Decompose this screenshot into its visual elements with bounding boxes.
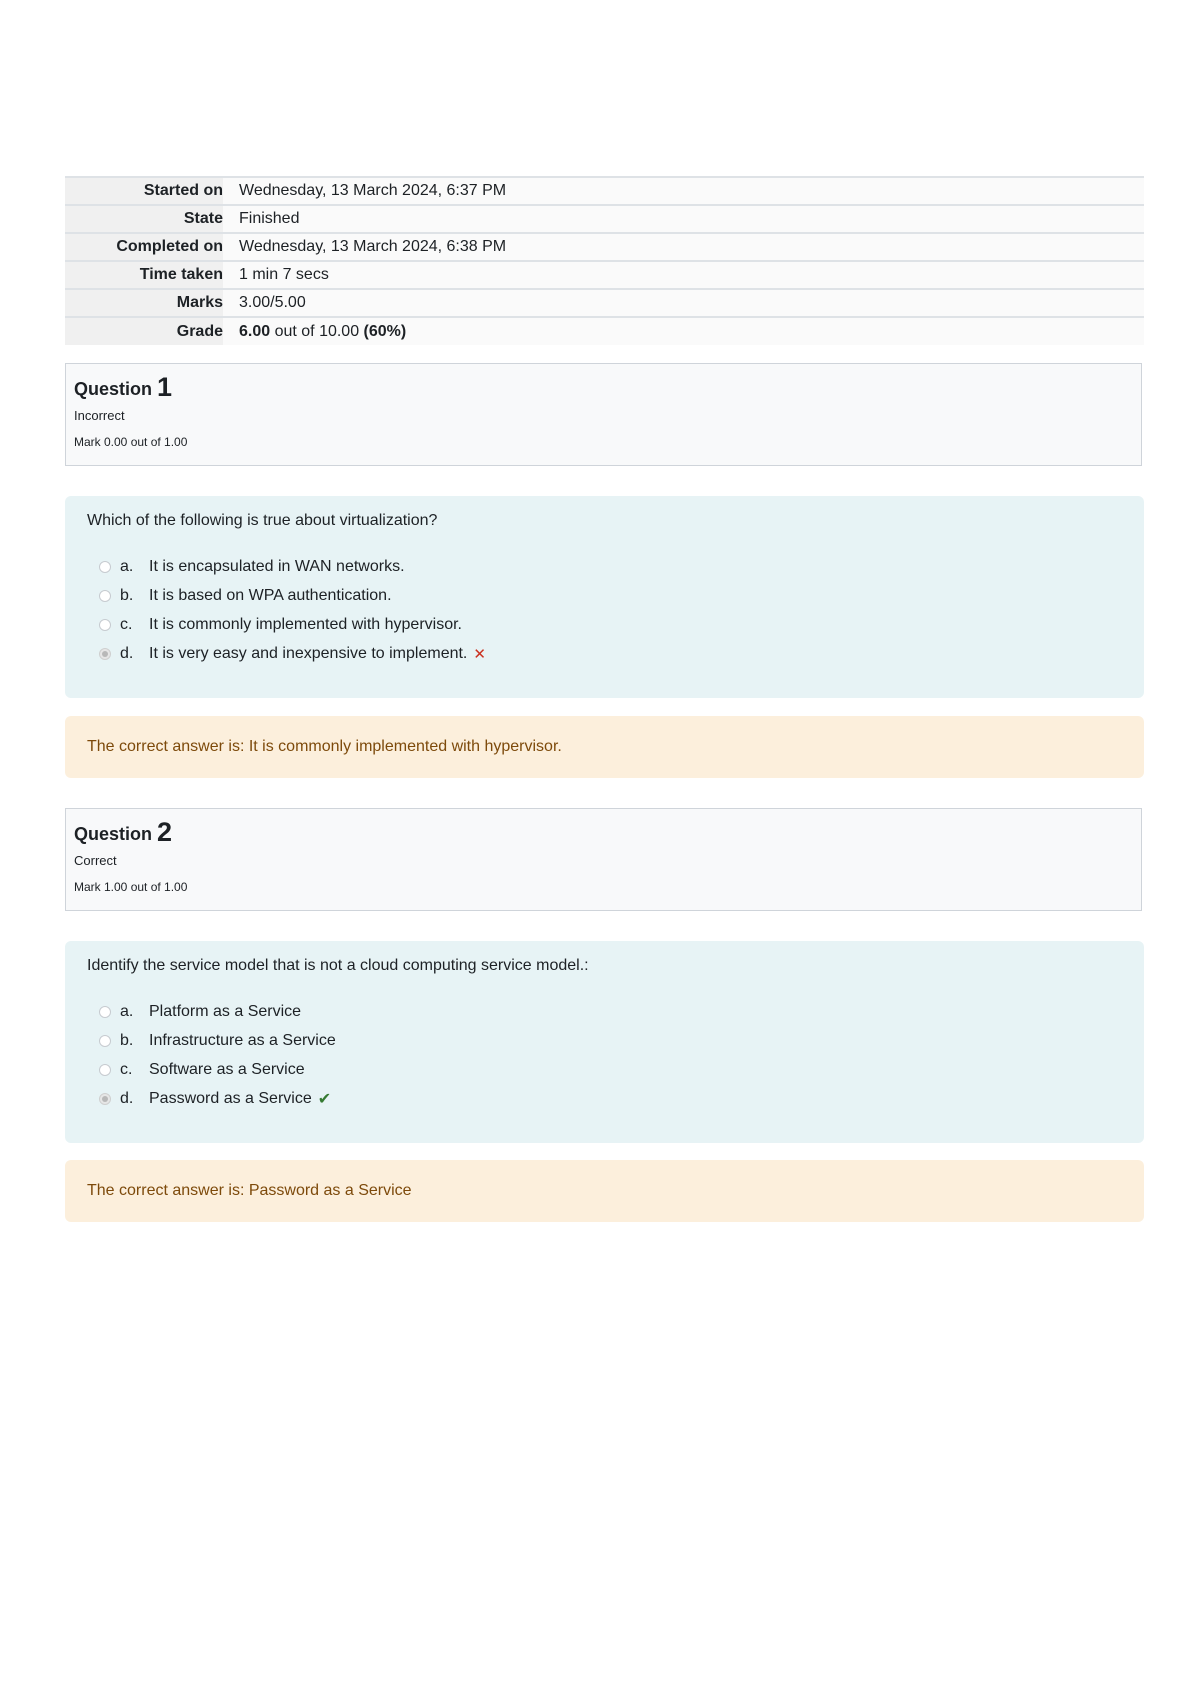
- answer-text: Infrastructure as a Service: [149, 1031, 336, 1049]
- answer-option: [87, 581, 1122, 610]
- answer-option: [87, 1055, 1122, 1084]
- answer-text: Software as a Service: [149, 1060, 305, 1078]
- summary-label: Time taken: [65, 261, 223, 289]
- question-1-prompt: Which of the following is true about virtualization?: [87, 512, 438, 529]
- answer-letter: c.: [120, 615, 133, 633]
- answer-letter: a.: [120, 557, 134, 575]
- question-label: Question: [74, 824, 153, 844]
- attempt-summary-table: [65, 176, 1144, 345]
- summary-value: Wednesday, 13 March 2024, 6:37 PM: [223, 177, 1144, 205]
- check-icon: ✔: [317, 1090, 332, 1108]
- question-2-content: [65, 941, 1144, 1143]
- summary-value: 3.00/5.00: [223, 289, 1144, 317]
- grade-percent: (60%): [363, 322, 407, 340]
- answer-text: It is commonly implemented with hypervisor.: [149, 615, 462, 633]
- summary-row-grade: [65, 317, 1144, 345]
- answer-text: It is very easy and inexpensive to implement.: [149, 644, 468, 662]
- answer-letter: b.: [120, 1031, 134, 1049]
- question-2-mark: Mark 1.00 out of 1.00: [74, 880, 188, 894]
- grade-score: 6.00: [239, 322, 271, 340]
- question-2-answers: [87, 997, 1122, 1113]
- question-number: 1: [157, 372, 173, 402]
- answer-radio[interactable]: [99, 1035, 111, 1047]
- answer-option-selected: [87, 1084, 1122, 1113]
- answer-radio[interactable]: [99, 1006, 111, 1018]
- answer-radio-checked[interactable]: [99, 1093, 111, 1105]
- question-1-info: [65, 363, 1142, 466]
- summary-label: Grade: [65, 317, 223, 345]
- summary-value: 1 min 7 secs: [223, 261, 1144, 289]
- summary-value: [223, 317, 1144, 345]
- summary-value: Wednesday, 13 March 2024, 6:38 PM: [223, 233, 1144, 261]
- question-2-state: Correct: [74, 853, 117, 868]
- summary-row-time-taken: [65, 261, 1144, 289]
- question-1-feedback: The correct answer is: It is commonly implemented with hypervisor.: [65, 716, 1144, 778]
- answer-letter: d.: [120, 1089, 134, 1107]
- question-1-state: Incorrect: [74, 408, 125, 423]
- question-label: Question: [74, 379, 153, 399]
- grade-out-of: out of 10.00: [270, 322, 364, 340]
- question-2-prompt: Identify the service model that is not a cloud computing service model.:: [87, 957, 589, 974]
- answer-letter: c.: [120, 1060, 133, 1078]
- question-2-feedback: The correct answer is: Password as a Service: [65, 1160, 1144, 1222]
- cross-icon: ✕: [473, 645, 486, 663]
- answer-radio[interactable]: [99, 561, 111, 573]
- question-1-mark: Mark 0.00 out of 1.00: [74, 435, 188, 449]
- answer-radio[interactable]: [99, 590, 111, 602]
- answer-letter: b.: [120, 586, 134, 604]
- summary-label: Completed on: [65, 233, 223, 261]
- answer-text: Platform as a Service: [149, 1002, 302, 1020]
- question-1-content: [65, 496, 1144, 698]
- answer-option: [87, 1026, 1122, 1055]
- answer-option: [87, 997, 1122, 1026]
- summary-row-state: [65, 205, 1144, 233]
- answer-option-selected: [87, 639, 1122, 668]
- summary-value: Finished: [223, 205, 1144, 233]
- answer-radio-checked[interactable]: [99, 648, 111, 660]
- answer-option: [87, 552, 1122, 581]
- answer-text: It is encapsulated in WAN networks.: [149, 557, 405, 575]
- answer-text: It is based on WPA authentication.: [149, 586, 392, 604]
- answer-text: Password as a Service: [149, 1089, 312, 1107]
- summary-row-completed: [65, 233, 1144, 261]
- question-2-info: [65, 808, 1142, 911]
- summary-row-marks: [65, 289, 1144, 317]
- summary-label: State: [65, 205, 223, 233]
- summary-row-started: [65, 177, 1144, 205]
- summary-label: Started on: [65, 177, 223, 205]
- answer-radio[interactable]: [99, 619, 111, 631]
- summary-label: Marks: [65, 289, 223, 317]
- answer-letter: a.: [120, 1002, 134, 1020]
- question-1-answers: [87, 552, 1122, 668]
- answer-letter: d.: [120, 644, 134, 662]
- answer-option: [87, 610, 1122, 639]
- answer-radio[interactable]: [99, 1064, 111, 1076]
- question-2-heading: [74, 817, 1133, 849]
- question-1-heading: [74, 372, 1133, 404]
- question-number: 2: [157, 817, 173, 847]
